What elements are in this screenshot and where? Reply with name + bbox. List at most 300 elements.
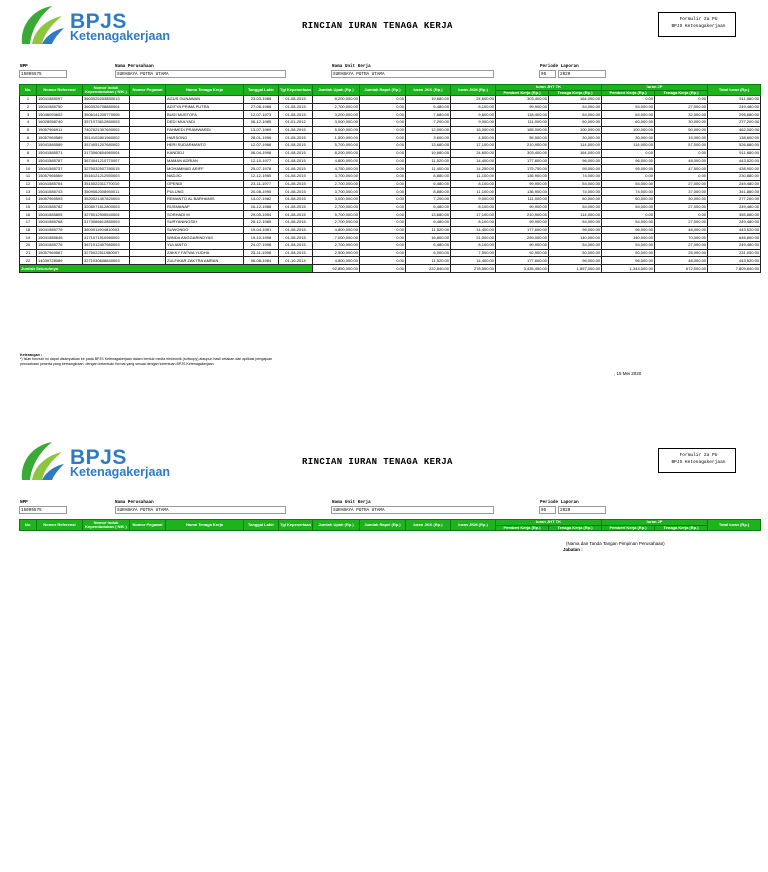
cell-jp-pk: 54,000.00 bbox=[602, 219, 655, 227]
report-page-1 bbox=[0, 0, 768, 400]
cell-jp-tk: 25,000.00 bbox=[655, 249, 708, 257]
cell-jp-tk: 50,000.00 bbox=[655, 126, 708, 134]
company-field: SURABAYA PUTRA UTAMA bbox=[115, 506, 286, 514]
cell-jht-tk: 100,000.00 bbox=[549, 126, 602, 134]
cell-total: 249,480.00 bbox=[708, 203, 761, 211]
cell-lahir: 06-04-1998 bbox=[244, 149, 279, 157]
cell-kepesertaan: 01-08-2015 bbox=[279, 195, 313, 203]
cell-total: 277,200.00 bbox=[708, 195, 761, 203]
cell-jkm: 8,100.00 bbox=[451, 180, 496, 188]
cell-lahir: 28-01-1996 bbox=[244, 134, 279, 142]
cell-nik: 3671012407980003 bbox=[83, 242, 130, 250]
cell-jht-pk: 111,000.00 bbox=[496, 195, 549, 203]
cell-no: 9 bbox=[20, 157, 37, 165]
period-year-field: 2020 bbox=[558, 70, 606, 78]
cell-jp-tk: 27,000.00 bbox=[655, 219, 708, 227]
cell-jkm: 4,500.00 bbox=[451, 134, 496, 142]
total-row bbox=[20, 265, 761, 273]
cell-upah: 3,000,000.00 bbox=[313, 119, 360, 127]
form-issuer: BPJS Ketenagakerjaan bbox=[671, 24, 726, 30]
col-upah: Jumlah Upah (Rp.) bbox=[313, 85, 360, 96]
cell-no: 7 bbox=[20, 142, 37, 150]
table-row bbox=[20, 257, 761, 265]
cell-jp-pk: 60,000.00 bbox=[602, 119, 655, 127]
cell-jp-pk: 96,000.00 bbox=[602, 226, 655, 234]
cell-upah: 8,200,000.00 bbox=[313, 96, 360, 104]
cell-pegawai bbox=[130, 226, 166, 234]
cell-jkm: 24,600.00 bbox=[451, 149, 496, 157]
cell-jht-pk: 99,900.00 bbox=[496, 203, 549, 211]
cell-pegawai bbox=[130, 188, 166, 196]
cell-kepesertaan: 01-08-2015 bbox=[279, 157, 313, 165]
cell-nik: 3571073612850003 bbox=[83, 119, 130, 127]
cell-jp-pk: 64,000.00 bbox=[602, 111, 655, 119]
cell-pegawai bbox=[130, 119, 166, 127]
cell-lahir: 23-11-1977 bbox=[244, 180, 279, 188]
cell-jp-tk: 27,000.00 bbox=[655, 180, 708, 188]
cell-jp-pk: 54,000.00 bbox=[602, 242, 655, 250]
cell-upah: 3,000,000.00 bbox=[313, 195, 360, 203]
cell-lahir: 29-05-1954 bbox=[244, 211, 279, 219]
table-row bbox=[20, 219, 761, 227]
bpjs-leaf-icon bbox=[18, 4, 68, 48]
cell-jp-tk: 48,000.00 bbox=[655, 257, 708, 265]
col-pegawai: Nomor Pegawai bbox=[130, 520, 166, 531]
cell-upah: 3,200,000.00 bbox=[313, 111, 360, 119]
cell-total: 462,000.00 bbox=[708, 126, 761, 134]
cell-jkk: 11,520.00 bbox=[406, 226, 451, 234]
cell-pegawai bbox=[130, 203, 166, 211]
npp-field: 15005575 bbox=[19, 506, 67, 514]
cell-jkk: 11,520.00 bbox=[406, 257, 451, 265]
cell-nama: SUWONDO bbox=[166, 226, 244, 234]
cell-nik: 3275012905540004 bbox=[83, 211, 130, 219]
cell-pegawai bbox=[130, 103, 166, 111]
total-jp-tk: 672,000.00 bbox=[655, 265, 708, 273]
cell-jht-pk: 177,600.00 bbox=[496, 226, 549, 234]
cell-jht-tk: 140,000.00 bbox=[549, 234, 602, 242]
cell-jht-pk: 99,900.00 bbox=[496, 103, 549, 111]
cell-pegawai bbox=[130, 257, 166, 265]
cell-upah: 2,500,000.00 bbox=[313, 249, 360, 257]
cell-jht-pk: 303,400.00 bbox=[496, 149, 549, 157]
npp-field: 15005575 bbox=[19, 70, 67, 78]
cell-kepesertaan: 01-08-2015 bbox=[279, 172, 313, 180]
cell-jht-tk: 114,000.00 bbox=[549, 211, 602, 219]
cell-no: 21 bbox=[20, 249, 37, 257]
cell-jht-pk: 99,900.00 bbox=[496, 180, 549, 188]
cell-upah: 3,700,000.00 bbox=[313, 172, 360, 180]
cell-jp-pk: 54,000.00 bbox=[602, 203, 655, 211]
cell-jkm: 14,400.00 bbox=[451, 257, 496, 265]
cell-jp-tk: 0.00 bbox=[655, 149, 708, 157]
cell-jp-tk: 57,000.00 bbox=[655, 142, 708, 150]
cell-jp-tk: 70,000.00 bbox=[655, 234, 708, 242]
cell-kepesertaan: 01-08-2015 bbox=[279, 219, 313, 227]
cell-jkm: 14,400.00 bbox=[451, 226, 496, 234]
cell-rapel: 0.00 bbox=[360, 257, 406, 265]
cell-total: 249,480.00 bbox=[708, 219, 761, 227]
cell-jkm: 14,400.00 bbox=[451, 157, 496, 165]
cell-jht-pk: 136,900.00 bbox=[496, 188, 549, 196]
cell-nik: 3516121212550003 bbox=[83, 172, 130, 180]
cell-jht-pk: 55,500.00 bbox=[496, 134, 549, 142]
logo-text-bpjs: BPJS bbox=[70, 446, 127, 469]
cell-jkk: 11,520.00 bbox=[406, 157, 451, 165]
cell-nama: DEDI MULYADI bbox=[166, 119, 244, 127]
cell-jkk: 6,480.00 bbox=[406, 103, 451, 111]
cell-upah: 4,800,000.00 bbox=[313, 257, 360, 265]
cell-rapel: 0.00 bbox=[360, 165, 406, 173]
cell-lahir: 25-07-1978 bbox=[244, 165, 279, 173]
cell-nama: SURYANINGSIH bbox=[166, 219, 244, 227]
cell-jp-pk: 95,000.00 bbox=[602, 165, 655, 173]
cell-jp-tk: 32,000.00 bbox=[655, 111, 708, 119]
cell-jkm: 7,500.00 bbox=[451, 249, 496, 257]
col-jp: Iuran JP bbox=[602, 85, 708, 91]
document-title: RINCIAN IURAN TENAGA KERJA bbox=[302, 21, 453, 31]
cell-ref: 14039728089 bbox=[37, 257, 83, 265]
cell-total: 438,900.00 bbox=[708, 165, 761, 173]
cell-ref: 15041585750 bbox=[37, 103, 83, 111]
cell-jkk: 7,680.00 bbox=[406, 111, 451, 119]
col-jp-pk: Pemberi Kerja (Rp.) bbox=[602, 90, 655, 96]
col-ref: Nomor Referensi bbox=[37, 520, 83, 531]
cell-total: 138,600.00 bbox=[708, 134, 761, 142]
cell-pegawai bbox=[130, 111, 166, 119]
cell-rapel: 0.00 bbox=[360, 103, 406, 111]
cell-pegawai bbox=[130, 149, 166, 157]
cell-ref: 15057969593 bbox=[37, 195, 83, 203]
cell-no: 4 bbox=[20, 119, 37, 127]
col-rapel: Jumlah Rapel (Rp.) bbox=[360, 85, 406, 96]
cell-nama: FAHMEDI PRAMWARDI bbox=[166, 126, 244, 134]
cell-total: 646,800.00 bbox=[708, 234, 761, 242]
cell-jht-tk: 114,000.00 bbox=[549, 142, 602, 150]
cell-jht-tk: 54,000.00 bbox=[549, 219, 602, 227]
cell-jp-tk: 27,000.00 bbox=[655, 242, 708, 250]
cell-jht-pk: 177,600.00 bbox=[496, 257, 549, 265]
col-jkm: Iuran JKM (Rp.) bbox=[451, 520, 496, 531]
cell-kepesertaan: 01-08-2015 bbox=[279, 149, 313, 157]
cell-jkk: 16,800.00 bbox=[406, 234, 451, 242]
total-rapel: 0.00 bbox=[360, 265, 406, 273]
cell-jkk: 6,480.00 bbox=[406, 219, 451, 227]
col-rapel: Jumlah Rapel (Rp.) bbox=[360, 520, 406, 531]
cell-nama: OPENDI bbox=[166, 180, 244, 188]
cell-nik: 3603026708880004 bbox=[83, 103, 130, 111]
cell-jht-pk: 99,900.00 bbox=[496, 242, 549, 250]
cell-jp-pk: 0.00 bbox=[602, 211, 655, 219]
total-total: 7,809,840.00 bbox=[708, 265, 761, 273]
cell-jp-pk: 140,000.00 bbox=[602, 234, 655, 242]
cell-rapel: 0.00 bbox=[360, 188, 406, 196]
cell-jht-tk: 54,000.00 bbox=[549, 242, 602, 250]
logo-text-ketenagakerjaan: Ketenagakerjaan bbox=[70, 29, 171, 43]
cell-upah: 2,700,000.00 bbox=[313, 180, 360, 188]
cell-upah: 2,700,000.00 bbox=[313, 242, 360, 250]
cell-ref: 15041585776 bbox=[37, 226, 83, 234]
cell-jht-tk: 54,000.00 bbox=[549, 180, 602, 188]
cell-jht-pk: 303,400.00 bbox=[496, 96, 549, 104]
cell-nik: 3520021407820003 bbox=[83, 195, 130, 203]
cell-kepesertaan: 01-08-2015 bbox=[279, 126, 313, 134]
cell-rapel: 0.00 bbox=[360, 134, 406, 142]
cell-no: 8 bbox=[20, 149, 37, 157]
cell-pegawai bbox=[130, 219, 166, 227]
cell-upah: 4,800,000.00 bbox=[313, 226, 360, 234]
logo-text-bpjs: BPJS bbox=[70, 10, 127, 33]
cell-jht-tk: 54,000.00 bbox=[549, 203, 602, 211]
table-row bbox=[20, 188, 761, 196]
cell-no: 1 bbox=[20, 96, 37, 104]
table-row bbox=[20, 226, 761, 234]
col-jkk: Iuran JKK (Rp.) bbox=[406, 520, 451, 531]
cell-jp-tk: 37,000.00 bbox=[655, 188, 708, 196]
cell-no: 19 bbox=[20, 234, 37, 242]
col-jp-tk: Tenaga Kerja (Rp.) bbox=[655, 525, 708, 531]
cell-jkk: 6,480.00 bbox=[406, 180, 451, 188]
cell-jht-pk: 111,000.00 bbox=[496, 119, 549, 127]
cell-jp-pk: 54,000.00 bbox=[602, 103, 655, 111]
cell-rapel: 0.00 bbox=[360, 157, 406, 165]
cell-no: 22 bbox=[20, 257, 37, 265]
cell-jkm: 11,100.00 bbox=[451, 188, 496, 196]
cell-ref: 15041585743 bbox=[37, 188, 83, 196]
cell-jht-tk: 95,000.00 bbox=[549, 165, 602, 173]
col-lahir: Tanggal Lahir bbox=[244, 85, 279, 96]
col-upah: Jumlah Upah (Rp.) bbox=[313, 520, 360, 531]
cell-kepesertaan: 01-08-2015 bbox=[279, 96, 313, 104]
cell-rapel: 0.00 bbox=[360, 226, 406, 234]
table-row bbox=[20, 142, 761, 150]
col-nama: Nama Tenaga Kerja bbox=[166, 520, 244, 531]
cell-nama: HERI SUDARMANTO bbox=[166, 142, 244, 150]
cell-rapel: 0.00 bbox=[360, 119, 406, 127]
signature-position-line: Jabatan : bbox=[563, 547, 583, 552]
col-jht-pk: Pemberi Kerja (Rp.) bbox=[496, 90, 549, 96]
cell-lahir: 20-08-1995 bbox=[244, 188, 279, 196]
cell-nama: ZULFIKAR ZAKTRA AMRAN bbox=[166, 257, 244, 265]
cell-total: 511,680.00 bbox=[708, 149, 761, 157]
cell-kepesertaan: 01-08-2015 bbox=[279, 103, 313, 111]
cell-nama: ADITYA PRIMA PUTRA bbox=[166, 103, 244, 111]
cell-jkm: 17,100.00 bbox=[451, 142, 496, 150]
col-jp-tk: Tenaga Kerja (Rp.) bbox=[655, 90, 708, 96]
cell-upah: 1,500,000.00 bbox=[313, 134, 360, 142]
cell-pegawai bbox=[130, 211, 166, 219]
table-body bbox=[20, 96, 761, 265]
cell-jp-pk: 50,000.00 bbox=[602, 249, 655, 257]
cell-jht-pk: 259,000.00 bbox=[496, 234, 549, 242]
cell-rapel: 0.00 bbox=[360, 211, 406, 219]
cell-kepesertaan: 01-08-2015 bbox=[279, 165, 313, 173]
cell-nik: 3574051207680002 bbox=[83, 142, 130, 150]
cell-kepesertaan: 01-08-2015 bbox=[279, 111, 313, 119]
cell-jht-pk: 99,900.00 bbox=[496, 219, 549, 227]
cell-kepesertaan: 01-08-2015 bbox=[279, 211, 313, 219]
cell-lahir: 12-07-1973 bbox=[244, 111, 279, 119]
contribution-table-header bbox=[19, 519, 761, 531]
cell-upah: 5,000,000.00 bbox=[313, 126, 360, 134]
col-kepesertaan: Tgl Kepesertaan bbox=[279, 520, 313, 531]
table-row bbox=[20, 165, 761, 173]
cell-jp-pk: 54,000.00 bbox=[602, 180, 655, 188]
cell-jp-pk: 0.00 bbox=[602, 96, 655, 104]
cell-nik: 7407021307690002 bbox=[83, 126, 130, 134]
col-jp-pk: Pemberi Kerja (Rp.) bbox=[602, 525, 655, 531]
company-field: SURABAYA PUTRA UTAMA bbox=[115, 70, 286, 78]
cell-nama: MOHAMMAD ARIFF bbox=[166, 165, 244, 173]
cell-jht-pk: 210,900.00 bbox=[496, 211, 549, 219]
table-row bbox=[20, 180, 761, 188]
col-pegawai: Nomor Pegawai bbox=[130, 85, 166, 96]
cell-upah: 3,700,000.00 bbox=[313, 188, 360, 196]
cell-ref: 15041585764 bbox=[37, 180, 83, 188]
cell-jkm: 14,250.00 bbox=[451, 165, 496, 173]
cell-jkk: 3,600.00 bbox=[406, 134, 451, 142]
cell-lahir: 12-12-1955 bbox=[244, 172, 279, 180]
cell-rapel: 0.00 bbox=[360, 142, 406, 150]
cell-jht-pk: 118,400.00 bbox=[496, 111, 549, 119]
cell-jkm: 9,600.00 bbox=[451, 111, 496, 119]
cell-jkm: 8,100.00 bbox=[451, 203, 496, 211]
cell-jkk: 6,480.00 bbox=[406, 242, 451, 250]
cell-pegawai bbox=[130, 157, 166, 165]
col-jkk: Iuran JKK (Rp.) bbox=[406, 85, 451, 96]
cell-jp-pk: 30,000.00 bbox=[602, 134, 655, 142]
col-nik: Nomor Induk Kependudukan ( NIK ) bbox=[83, 520, 130, 531]
table-row bbox=[20, 126, 761, 134]
cell-nama: RUSMANAP bbox=[166, 203, 244, 211]
cell-no: 15 bbox=[20, 203, 37, 211]
cell-total: 355,680.00 bbox=[708, 211, 761, 219]
col-lahir: Tanggal Lahir bbox=[244, 520, 279, 531]
total-upah: 92,850,000.00 bbox=[313, 265, 360, 273]
cell-ref: 16028058740 bbox=[37, 119, 83, 127]
cell-jp-pk: 74,000.00 bbox=[602, 188, 655, 196]
cell-jp-pk: 0.00 bbox=[602, 149, 655, 157]
cell-no: 17 bbox=[20, 219, 37, 227]
cell-nama: YULIANTO bbox=[166, 242, 244, 250]
cell-rapel: 0.00 bbox=[360, 126, 406, 134]
col-jht-tk: Tenaga Kerja (Rp.) bbox=[549, 525, 602, 531]
col-total: Total Iuran (Rp.) bbox=[708, 520, 761, 531]
cell-no: 14 bbox=[20, 195, 37, 203]
cell-pegawai bbox=[130, 242, 166, 250]
cell-pegawai bbox=[130, 165, 166, 173]
period-year-field: 2020 bbox=[558, 506, 606, 514]
cell-pegawai bbox=[130, 249, 166, 257]
cell-jkm: 8,100.00 bbox=[451, 219, 496, 227]
cell-ref: 15057969589 bbox=[37, 134, 83, 142]
cell-jkk: 19,680.00 bbox=[406, 96, 451, 104]
col-jht-tk: Tenaga Kerja (Rp.) bbox=[549, 90, 602, 96]
cell-jkk: 7,200.00 bbox=[406, 195, 451, 203]
cell-pegawai bbox=[130, 234, 166, 242]
cell-total: 443,520.00 bbox=[708, 157, 761, 165]
cell-jp-tk: 47,500.00 bbox=[655, 165, 708, 173]
cell-no: 11 bbox=[20, 172, 37, 180]
cell-rapel: 0.00 bbox=[360, 149, 406, 157]
cell-lahir: 14-07-1982 bbox=[244, 195, 279, 203]
period-label: Periode Laporan bbox=[540, 500, 579, 505]
cell-jht-pk: 92,500.00 bbox=[496, 249, 549, 257]
cell-nik: 3603011904810003 bbox=[83, 226, 130, 234]
cell-upah: 7,000,000.00 bbox=[313, 234, 360, 242]
signature-name-line: (Nama dan Tanda Tangan Pimpinan Perusahaan) bbox=[566, 541, 665, 546]
cell-ref: 15057969567 bbox=[37, 249, 83, 257]
cell-kepesertaan: 01-08-2015 bbox=[279, 226, 313, 234]
col-ref: Nomor Referensi bbox=[37, 85, 83, 96]
total-jht-pk: 3,435,450.00 bbox=[496, 265, 549, 273]
cell-ref: 15041585589 bbox=[37, 142, 83, 150]
col-nik: Nomor Induk Kependudukan ( NIK ) bbox=[83, 85, 130, 96]
cell-jkk: 13,680.00 bbox=[406, 211, 451, 219]
cell-jp-pk: 0.00 bbox=[602, 172, 655, 180]
cell-jp-tk: 0.00 bbox=[655, 96, 708, 104]
table-row bbox=[20, 96, 761, 104]
cell-rapel: 0.00 bbox=[360, 249, 406, 257]
cell-jkk: 6,000.00 bbox=[406, 249, 451, 257]
table-row bbox=[20, 134, 761, 142]
cell-no: 6 bbox=[20, 134, 37, 142]
period-month-field: 05 bbox=[539, 506, 556, 514]
cell-kepesertaan: 01-08-2015 bbox=[279, 180, 313, 188]
cell-total: 249,480.00 bbox=[708, 242, 761, 250]
cell-rapel: 0.00 bbox=[360, 219, 406, 227]
cell-rapel: 0.00 bbox=[360, 96, 406, 104]
cell-ref: 15041585776 bbox=[37, 242, 83, 250]
cell-rapel: 0.00 bbox=[360, 172, 406, 180]
cell-total: 526,680.00 bbox=[708, 142, 761, 150]
period-label: Periode Laporan bbox=[540, 64, 579, 69]
cell-upah: 5,700,000.00 bbox=[313, 142, 360, 150]
cell-nik: 3271030608840003 bbox=[83, 257, 130, 265]
cell-upah: 4,750,000.00 bbox=[313, 165, 360, 173]
cell-total: 231,000.00 bbox=[708, 249, 761, 257]
col-no: No. bbox=[20, 85, 37, 96]
cell-kepesertaan: 01-10-2014 bbox=[279, 257, 313, 265]
cell-jp-pk: 100,000.00 bbox=[602, 126, 655, 134]
cell-upah: 2,700,000.00 bbox=[313, 103, 360, 111]
table-row bbox=[20, 157, 761, 165]
cell-lahir: 12-07-1968 bbox=[244, 142, 279, 150]
cell-no: 12 bbox=[20, 180, 37, 188]
cell-nik: 3509062008950011 bbox=[83, 188, 130, 196]
cell-ref: 15057966569 bbox=[37, 172, 83, 180]
cell-nama: WINDA ANGGARINDYAS bbox=[166, 234, 244, 242]
total-label: Jumlah Seluruhnya bbox=[20, 265, 313, 273]
cell-jht-tk: 96,000.00 bbox=[549, 257, 602, 265]
cell-nama: REMANTO AL BARHAMIS bbox=[166, 195, 244, 203]
report-page-2 bbox=[0, 436, 768, 596]
cell-total: 295,680.00 bbox=[708, 111, 761, 119]
cell-jht-tk: 164,000.00 bbox=[549, 96, 602, 104]
contribution-table bbox=[19, 84, 761, 273]
cell-jht-pk: 210,900.00 bbox=[496, 142, 549, 150]
cell-nik: 3515022311770010 bbox=[83, 180, 130, 188]
bpjs-logo bbox=[18, 4, 183, 50]
cell-nama: MAMAN ADRIAN bbox=[166, 157, 244, 165]
cell-jp-pk: 60,000.00 bbox=[602, 195, 655, 203]
cell-jp-pk: 96,000.00 bbox=[602, 257, 655, 265]
cell-jht-tk: 96,000.00 bbox=[549, 157, 602, 165]
cell-kepesertaan: 01-01-2012 bbox=[279, 119, 313, 127]
cell-lahir: 26-12-1985 bbox=[244, 219, 279, 227]
cell-total: 511,680.00 bbox=[708, 96, 761, 104]
cell-jp-tk: 0.00 bbox=[655, 211, 708, 219]
